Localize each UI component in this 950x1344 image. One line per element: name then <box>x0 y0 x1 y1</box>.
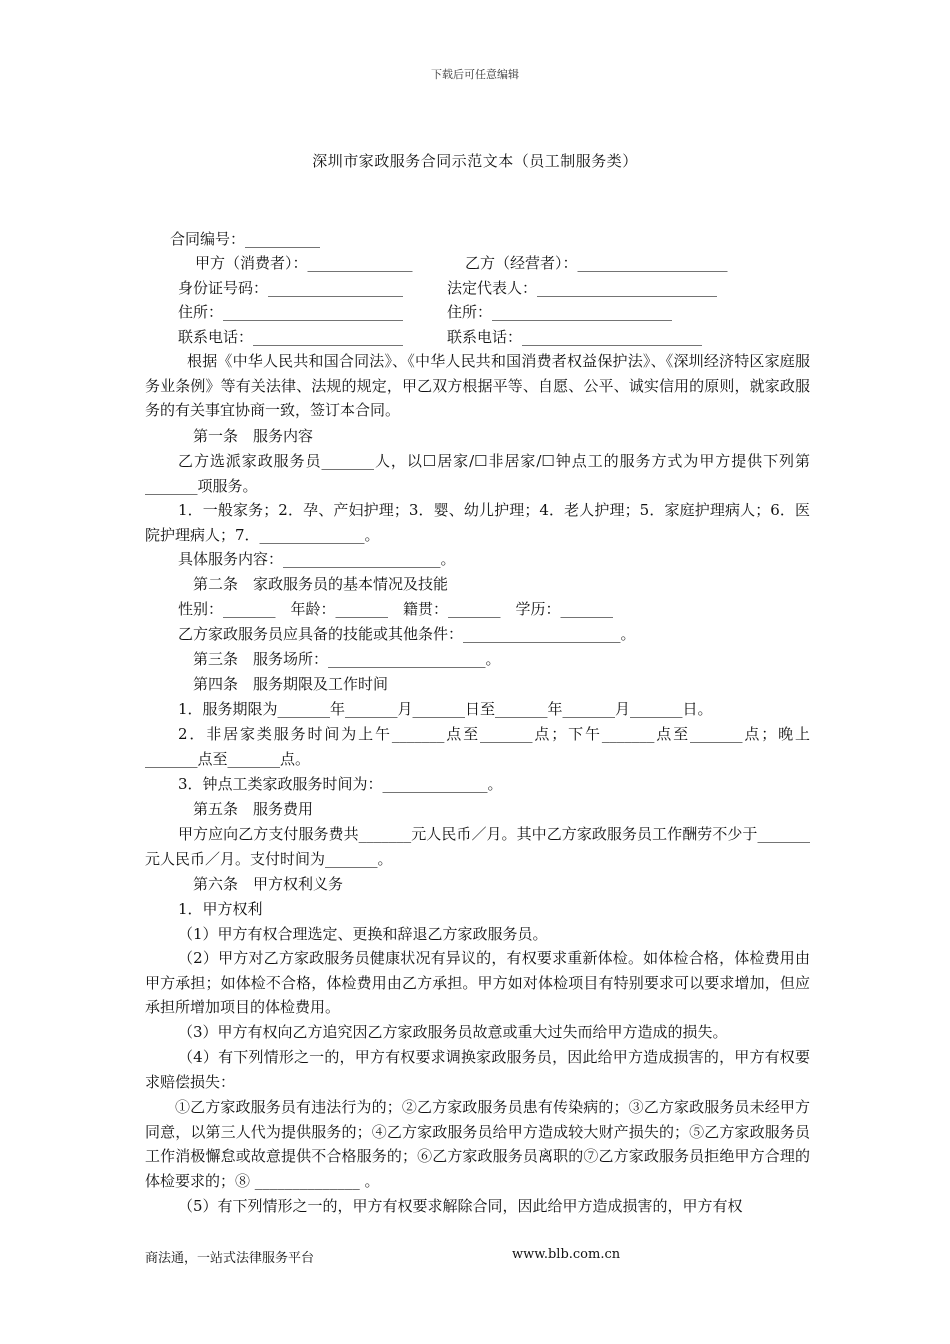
article-5-fee-paragraph: 甲方应向乙方支付服务费共_______元人民币／月。其中乙方家政服务员工作酬劳不少于_______元人民币／月。支付时间为_______。 <box>145 825 810 868</box>
article-6-right-2: （2）甲方对乙方家政服务员健康状况有异议的，有权要求重新体检。如体检合格，体检费用由甲方承担；如体检不合格，体检费用由乙方承担。甲方如对体检项目有特别要求可以要求增加，但应承担所增加项目的体检费用。 <box>145 949 810 1016</box>
contract-number: 合同编号：__________ <box>170 230 321 248</box>
page-header: 下载后可任意编辑 <box>431 68 519 81</box>
article-3-service-place: 第三条 服务场所：_____________________。 <box>193 650 501 668</box>
article-1-service-items: 1．一般家务；2．孕、产妇护理；3．婴、幼儿护理；4．老人护理；5．家庭护理病人；6．医院护理病人；7．______________。 <box>145 501 810 544</box>
address-party-a: 住所：________________________ <box>178 303 404 321</box>
article-4-non-resident-hours: 2．非居家类服务时间为上午_______点至_______点；下午_______点至_______点；晚上_______点至_______点。 <box>145 725 810 768</box>
article-6-right-4: （4）有下列情形之一的，甲方有权要求调换家政服务员，因此给甲方造成损害的，甲方有权要求赔偿损失： <box>145 1048 810 1091</box>
address-party-b: 住所：________________________ <box>447 303 673 321</box>
article-6-right-5: （5）有下列情形之一的，甲方有权要求解除合同，因此给甲方造成损害的，甲方有权 <box>178 1197 743 1215</box>
party-b-operator: 乙方（经营者）：____________________ <box>465 254 728 272</box>
article-6-right-4-list: ①乙方家政服务员有违法行为的；②乙方家政服务员患有传染病的；③乙方家政服务员未经甲方同意，以第三人代为提供服务的；④乙方家政服务员给甲方造成较大财产损失的；⑤乙方家政服务员工作消极懈怠或故意提供不合格服务的；⑥乙方家政服务员离职的⑦乙方家政服务员拒绝甲方合理的体检要求的；⑧ ______________ 。 <box>145 1098 810 1190</box>
article-4-title: 第四条 服务期限及工作时间 <box>193 675 389 693</box>
article-6-title: 第六条 甲方权利义务 <box>193 875 344 893</box>
article-1-paragraph-1: 乙方选派家政服务员_______人，以☐居家/☐非居家/☐钟点工的服务方式为甲方提供下列第_______项服务。 <box>145 452 810 495</box>
phone-party-b: 联系电话：________________________ <box>447 328 703 346</box>
intro-paragraph: 根据《中华人民共和国合同法》、《中华人民共和国消费者权益保护法》、《深圳经济特区家庭服务业条例》等有关法律、法规的规定，甲乙双方根据平等、自愿、公平、诚实信用的原则，就家政服务的有关事宜协商一致，签订本合同。 <box>145 352 810 419</box>
article-4-service-period: 1．服务期限为_______年_______月_______日至_______年_______月_______日。 <box>178 700 713 718</box>
article-2-title: 第二条 家政服务员的基本情况及技能 <box>193 575 449 593</box>
article-6-party-a-rights: 1．甲方权利 <box>178 900 263 918</box>
article-1-title: 第一条 服务内容 <box>193 427 314 445</box>
article-2-skills: 乙方家政服务员应具备的技能或其他条件：_____________________。 <box>178 625 636 643</box>
phone-party-a: 联系电话：____________________ <box>178 328 404 346</box>
legal-representative: 法定代表人：________________________ <box>447 279 718 297</box>
id-number: 身份证号码：__________________ <box>178 279 404 297</box>
article-5-title: 第五条 服务费用 <box>193 800 314 818</box>
document-title: 深圳市家政服务合同示范文本（员工制服务类） <box>312 152 638 170</box>
article-2-basic-info: 性别：_______ 年龄：_______ 籍贯：_______ 学历：_______ <box>178 600 614 618</box>
article-4-hourly-worker-hours: 3．钟点工类家政服务时间为：______________。 <box>178 775 503 793</box>
article-6-right-3: （3）甲方有权向乙方追究因乙方家政服务员故意或重大过失而给甲方造成的损失。 <box>178 1023 728 1041</box>
party-a-consumer: 甲方（消费者）：______________ <box>195 254 413 272</box>
article-6-right-1: （1）甲方有权合理选定、更换和辞退乙方家政服务员。 <box>178 925 548 943</box>
footer-platform-name: 商法通，一站式法律服务平台 <box>145 1251 315 1266</box>
footer-website: www.blb.com.cn <box>512 1247 621 1262</box>
article-1-specific-content: 具体服务内容：_____________________。 <box>178 550 456 568</box>
